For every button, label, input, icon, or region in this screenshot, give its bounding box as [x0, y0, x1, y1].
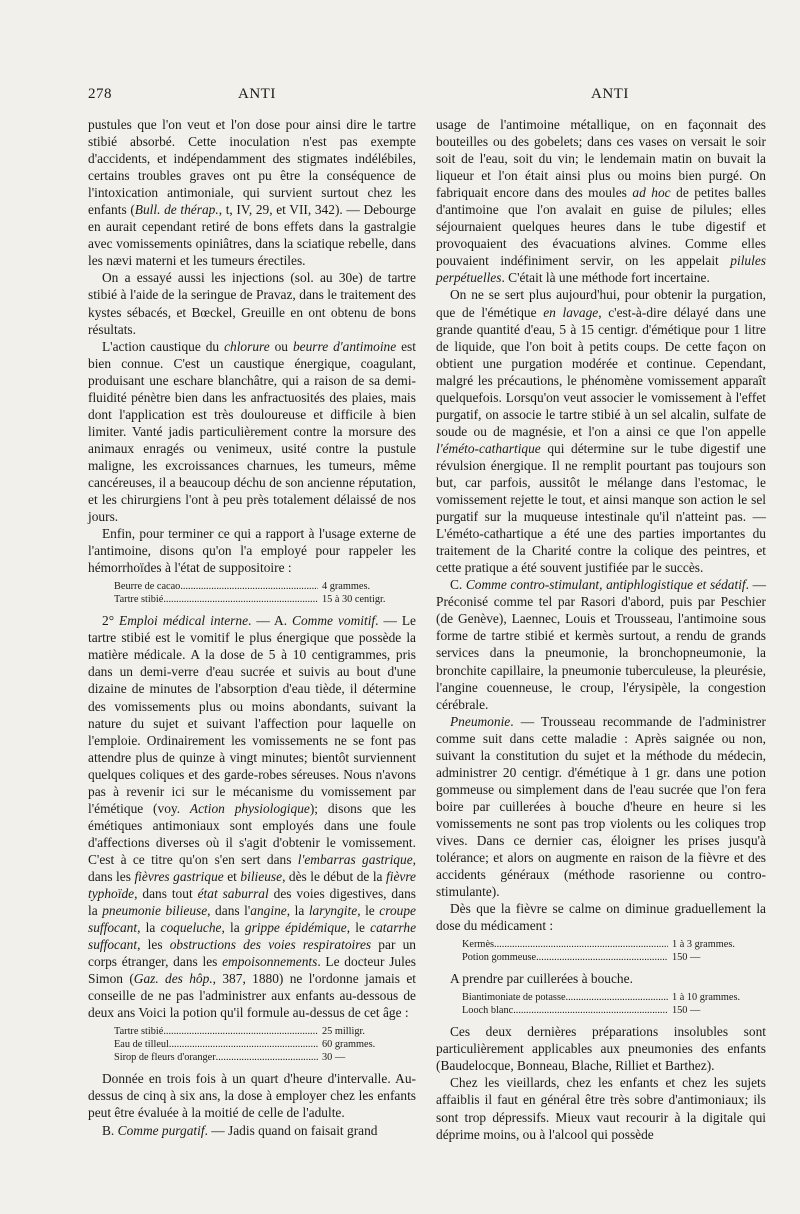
section-pneumonie: Pneumonie. — Trousseau recommande de l'administrer comme suit dans cette maladie : Après saignée ou non, suivant la constitution du sujet et la méthode du médecin, administrer 20 centigr. d'émétique à 1 gr. dans une potion gommeuse ou simplement dans de l'eau sucrée que l'on fera boire par cuillerées à bouche d'heure en heure si les vomissements ne sont pas trop violents ou les coliques trop vives. Dans ce dernier cas, éloigner les prises jusqu'à tolérance; et alors on augmente en raison de la fièvre et des accidents généraux (méthode rasorienne ou contro-stimulante). — [436, 713, 766, 900]
paragraph: Donnée en trois fois à un quart d'heure d'intervalle. Au-dessus de cinq à six ans, la dose à employer chez les enfants peut être évaluée à la moitié de celle de l'adulte. — [88, 1071, 416, 1121]
right-column — [436, 116, 766, 1143]
page-header — [88, 86, 764, 108]
page-number: 278 — [88, 86, 112, 102]
section-emploi-interne: 2° Emploi médical interne. — A. Comme vomitif. — Le tartre stibié est le vomitif le plus énergique que possède la matière médicale. A la dose de 5 à 10 centigrammes, pris dans un demi-verre d'eau sucrée et suivis au bout d'une dizaine de minutes de l'absorption d'eau tiède, il détermine des vomissements plus ou moins abondants, suivant la nature du sujet et suivant l'affection pour laquelle on l'emploie. Ordinairement les vomissements ne se font pas attendre plus de quinze à vingt minutes; bientôt surviennent quelques coliques et des garde-robes séreuses. Nous n'avons pas à revenir ici sur le mécanisme du vomissement par l'émétique (voy. Action physiologique); disons que les émétiques antimoniaux sont employés dans une foule d'affections diverses où il s'agit d'obtenir le vomissement. C'est à ce titre qu'on s'en sert dans l'embarras gastrique, dans les fièvres gastrique et bilieuse, dès le début de la fièvre typhoïde, dans tout état saburral des voies digestives, dans la pneumonie bilieuse, dans l'angine, la laryngite, le croupe suffocant, la coqueluche, la grippe épidémique, le catarrhe suffocant, les obstructions des voies respiratoires par un corps étranger, dans les empoisonnements. Le docteur Jules Simon (Gaz. des hôp., 387, 1880) ne l'ordonne jamais et conseille de ne pas l'administrer aux enfants au-dessous de deux ans Voici la potion qu'il formule au-dessus de cet âge : — [88, 613, 417, 1021]
paragraph: pustules que l'on veut et l'on dose pour ainsi dire le tartre stibié absorbé. Cette inoculation n'est pas exempte d'accidents, et indépendamment des stigmates indélébiles, certains troubles graves ont pu être la conséquence de l'intoxication antimoniale, qui survient surtout chez les enfants (Bull. de thérap., t, IV, 29, et VII, 342). — Debourge en aurait cependant retiré de bons effets dans la gastralgie avec vomissements opiniâtres, dans la sciatique rebelle, dans les nævi materni et les tumeurs érectiles. — [88, 117, 416, 269]
paragraph: On a essayé aussi les injections (sol. au 30e) de tartre stibié à l'aide de la seringue de Pravaz, dans le traitement des kystes sébacés, et Bœckel, Greuille en ont obtenu de bons résultats. — [88, 270, 416, 337]
recipe-biantimoniate — [436, 991, 766, 1017]
recipe-row: Beurre de cacao ..... 4 grammes. — [88, 580, 416, 593]
recipe-row: Potion gommeuse ..... 150 — — [436, 951, 766, 964]
paragraph: Ces deux dernières préparations insolubles sont particulièrement applicables aux pneumonies des enfants (Baudelocque, Bonneau, Blache, Rilliet et Barthez). — [436, 1024, 766, 1074]
recipe-suppository — [88, 580, 416, 606]
section-contro-stimulant: C. Comme contro-stimulant, antiphlogistique et sédatif. — Préconisé comme tel par Rasori d'abord, puis par Peschier (de Genève), Laennec, Louis et Trousseau, l'antimoine sous forme de tartre stibié et kermès surtout, a rendu de grands services dans la pneumonie, la bronchopneumonie, la bronchite capillaire, la pneumonie tuberculeuse, la pleurésie, l'angine couenneuse, le croup, l'érysipèle, la congestion cérébrale. — [436, 577, 766, 712]
paragraph: usage de l'antimoine métallique, on en façonnait des bouteilles ou des gobelets; dans ces vases on versait le soir soit de l'eau, soit du vin; le lendemain matin on buvait la liqueur et l'on était ainsi plus ou moins bien purgé. On fabriquait encore dans des moules ad hoc de petites balles d'antimoine que l'on avalait en guise de pilules; elles séjournaient quelques heures dans le tube digestif et provoquaient des évacuations alvines. Comme elles pouvaient indéfiniment servir, on les appelait pilules perpétuelles. C'était là une méthode fort incertaine. — [436, 117, 767, 286]
paragraph: Dès que la fièvre se calme on diminue graduellement la dose du médicament : — [436, 901, 766, 934]
recipe-potion — [88, 1025, 416, 1064]
recipe-row: Tartre stibié ..... 15 à 30 centigr. — [88, 593, 416, 606]
recipe-row: Looch blanc ..... 150 — — [436, 1004, 766, 1017]
paragraph: On ne se sert plus aujourd'hui, pour obtenir la purgation, que de l'émétique en lavage, c'est-à-dire délayé dans une grande quantité d'eau, 5 à 15 centigr. d'émétique pour 1 litre de liquide, que l'on boit à petits coups. De cette façon on obtient une purgation modérée et continue. Cependant, malgré les précautions, le phénomène vomissement apparaît quelquefois. Lorsqu'on veut associer le vomissement à l'effet purgatif, on associe le tartre stibié à un sel alcalin, sulfate de soude ou de magnésie, et l'on a ainsi ce que l'on appelle l'éméto-cathartique qui détermine sur le tube digestif une révulsion énergique. Il ne remplit pourtant pas toujours son but, car parfois, aussitôt le mélange dans l'estomac, le vomissement rejette le tout, et ainsi manque son action le sel purgatif sur la muqueuse intestinale qu'il n'atteint pas. — L'éméto-cathartique a été une des parties importantes du traitement de la Charité contre la colique des peintres, et cette pratique a été souvent justifiée par le succès. — [436, 287, 766, 576]
running-head-left: ANTI — [238, 86, 276, 102]
recipe-row: Kermès ..... 1 à 3 grammes. — [436, 938, 766, 951]
paragraph: Chez les vieillards, chez les enfants et chez les sujets affaiblis il faut en général être très sobre d'antimoniaux; ils sont trop dépressifs. Mieux vaut recourir à la digitale qui déprime moins, ou à l'alcool qui possède — [436, 1075, 766, 1142]
recipe-row: Sirop de fleurs d'oranger ..... 30 — — [88, 1051, 416, 1064]
paragraph: Enfin, pour terminer ce qui a rapport à l'usage externe de l'antimoine, disons qu'on l'a employé pour rappeler les hémorrhoïdes à l'état de suppositoire : — [88, 526, 416, 576]
left-column — [88, 116, 416, 1139]
paragraph: L'action caustique du chlorure ou beurre d'antimoine est bien connue. C'est un caustique énergique, coagulant, produisant une eschare blanchâtre, qui a raison de sa demi-fluidité pénètre bien dans les anfractuosités des plaies, mais dont l'application est très douloureuse et difficile à bien limiter. Vanté jadis particulièrement contre la morsure des animaux enragés ou venimeux, usité contre la pustule maligne, les excroissances charnues, les tumeurs, même cancéreuses, il a beaucoup déchu de son ancienne réputation, et les chirurgiens l'ont à peu près totalement délaissé de nos jours. — [88, 338, 416, 525]
recipe-kermes — [436, 938, 766, 964]
recipe-row: Eau de tilleul ..... 60 grammes. — [88, 1038, 416, 1051]
recipe-row: Biantimoniate de potasse ..... 1 à 10 grammes. — [436, 991, 766, 1004]
paragraph: A prendre par cuillerées à bouche. — [450, 971, 633, 987]
recipe-row: Tartre stibié ..... 25 milligr. — [88, 1025, 416, 1038]
running-head-right: ANTI — [591, 86, 629, 102]
section-purgatif: B. Comme purgatif. — Jadis quand on faisait grand — [102, 1122, 378, 1138]
